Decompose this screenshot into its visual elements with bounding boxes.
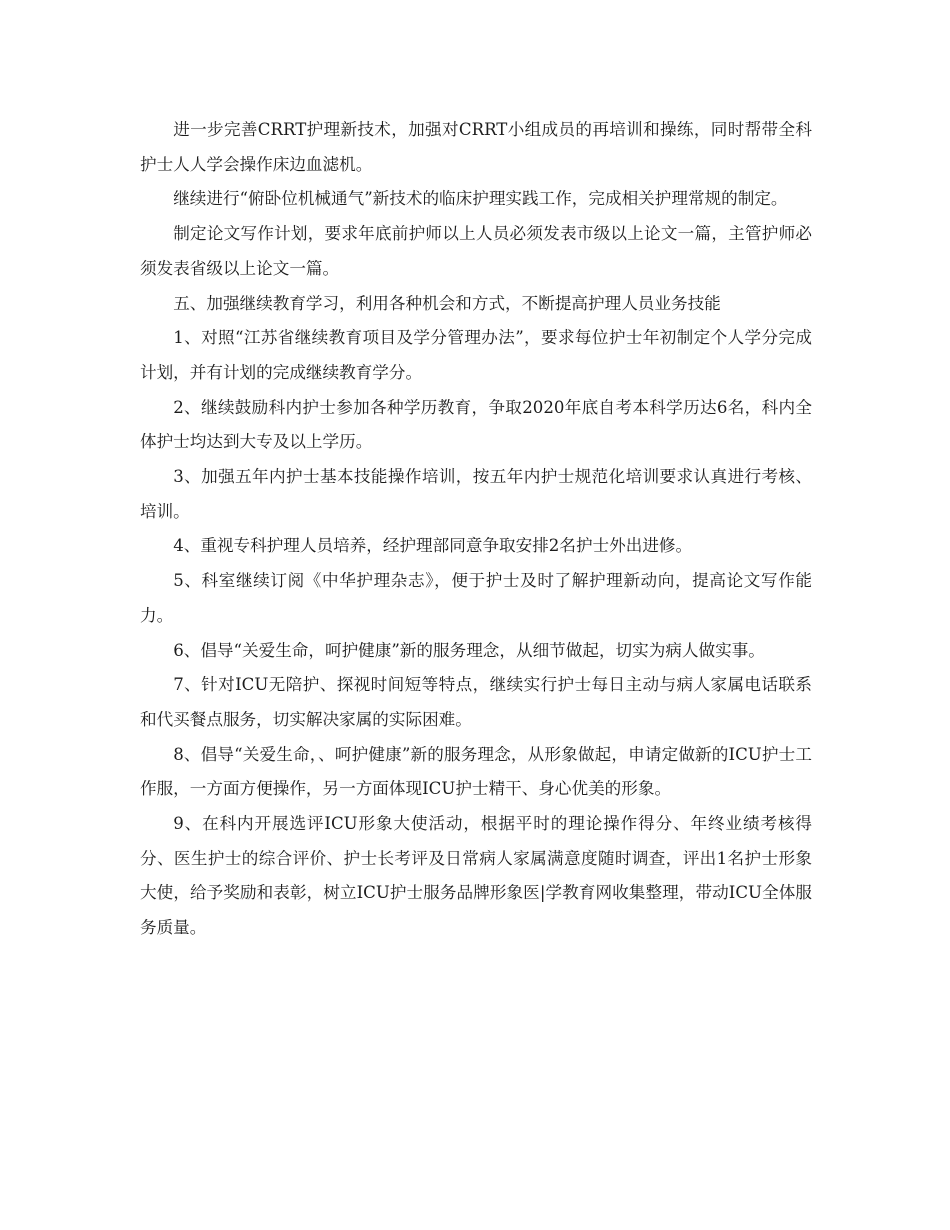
list-item-6: 6、倡导“关爱生命，呵护健康”新的服务理念，从细节做起，切实为病人做实事。 — [173, 640, 765, 660]
paragraph-prone-ventilation: 继续进行“俯卧位机械通气”新技术的临床护理实践工作，完成相关护理常规的制定。 — [173, 189, 788, 209]
document-body — [140, 113, 812, 946]
list-item-3: 3、加强五年内护士基本技能操作培训，按五年内护士规范化培训要求认真进行考核、培训。 — [140, 467, 812, 521]
list-item-8: 8、倡导“关爱生命，、呵护健康”新的服务理念，从形象做起，申请定做新的ICU护士工作服，一方面方便操作，另一方面体现ICU护士精干、身心优美的形象。 — [140, 744, 812, 799]
paragraph-crrt: 进一步完善CRRT护理新技术，加强对CRRT小组成员的再培训和操练，同时帮带全科护士人人学会操作床边血滤机。 — [140, 120, 812, 174]
list-item-4: 4、重视专科护理人员培养，经护理部同意争取安排2名护士外出进修。 — [173, 536, 693, 556]
section-heading-five: 五、加强继续教育学习，利用各种机会和方式，不断提高护理人员业务技能 — [173, 293, 721, 313]
list-item-9: 9、在科内开展选评ICU形象大使活动，根据平时的理论操作得分、年终业绩考核得分、医生护士的综合评价、护士长考评及日常病人家属满意度随时调查，评出1名护士形象大使，给予奖励和表彰，树立ICU护士服务品牌形象医|学教育网收集整理，带动ICU全体服务质量。 — [140, 814, 812, 938]
list-item-1: 1、对照“江苏省继续教育项目及学分管理办法”，要求每位护士年初制定个人学分完成计划，并有计划的完成继续教育学分。 — [140, 328, 812, 382]
list-item-7: 7、针对ICU无陪护、探视时间短等特点，继续实行护士每日主动与病人家属电话联系和代买餐点服务，切实解决家属的实际困难。 — [140, 675, 812, 729]
list-item-5: 5、科室继续订阅《中华护理杂志》，便于护士及时了解护理新动向，提高论文写作能力。 — [140, 571, 812, 625]
list-item-2: 2、继续鼓励科内护士参加各种学历教育，争取2020年底自考本科学历达6名，科内全体护士均达到大专及以上学历。 — [140, 397, 812, 452]
paragraph-paper-plan: 制定论文写作计划，要求年底前护师以上人员必须发表市级以上论文一篇，主管护师必须发表省级以上论文一篇。 — [140, 224, 812, 278]
